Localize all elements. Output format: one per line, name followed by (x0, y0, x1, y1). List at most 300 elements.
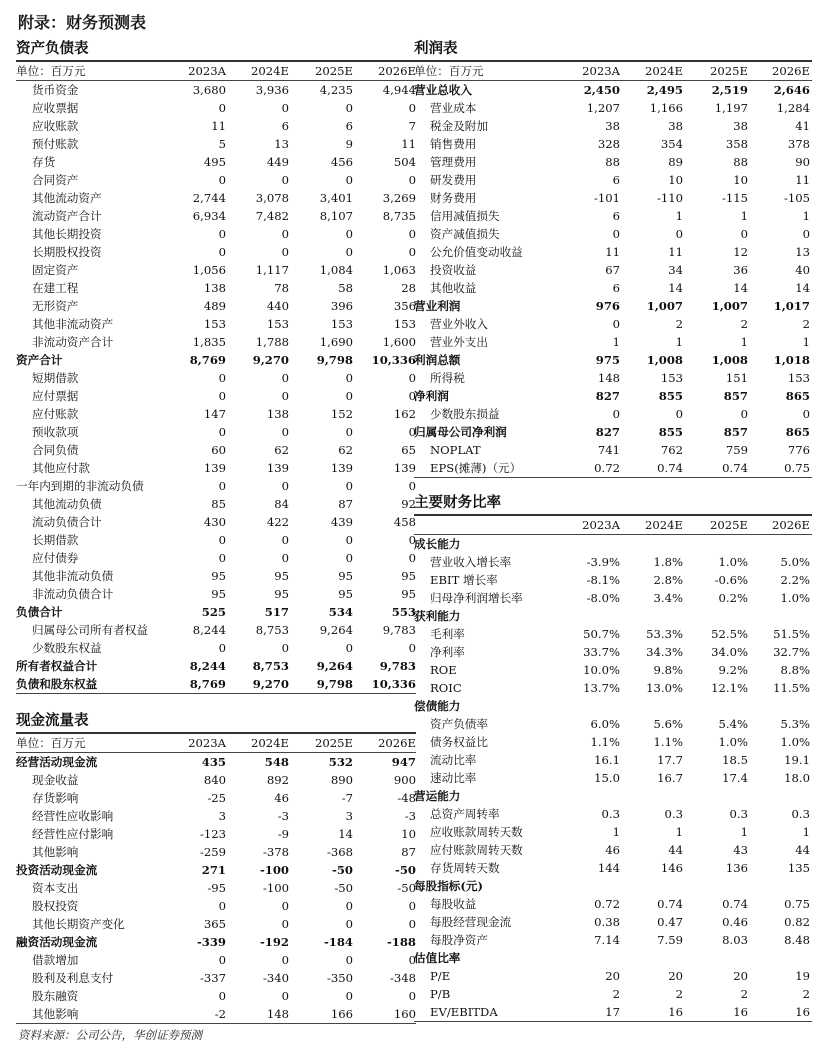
cash-flow-title: 现金流量表 (16, 710, 416, 734)
cell-value: 947 (391, 755, 416, 769)
cell-value: 9.2% (718, 663, 748, 677)
cell-value: 0 (345, 371, 353, 385)
cell-value: 19 (795, 969, 810, 983)
cell-value: 136 (725, 861, 748, 875)
cell-value: 8,769 (189, 677, 226, 691)
cell-value: 0 (345, 245, 353, 259)
cell-value: 495 (203, 155, 226, 169)
cell-value: 8.03 (722, 933, 748, 947)
row-label: 营业收入增长率 (430, 555, 512, 569)
cell-value: 422 (266, 515, 289, 529)
cell-value: 139 (266, 461, 289, 475)
table-row (16, 351, 416, 369)
cell-value: 0 (408, 479, 416, 493)
cell-value: -100 (259, 863, 289, 877)
table-row (16, 531, 416, 549)
cell-value: 0.38 (594, 915, 620, 929)
cell-value: 0.82 (784, 915, 810, 929)
table-row (16, 825, 416, 843)
cell-value: 8,753 (255, 623, 289, 637)
table-row (414, 171, 812, 189)
cell-value: 0 (281, 101, 289, 115)
section-row (414, 607, 812, 625)
cell-value (620, 535, 683, 553)
row-label: 营业外收入 (430, 317, 488, 331)
cell-value: 430 (203, 515, 226, 529)
cell-value: 365 (203, 917, 226, 931)
section-row (414, 535, 812, 553)
cell-value: 5.3% (780, 717, 810, 731)
cell-value: 776 (787, 443, 810, 457)
cell-value: 449 (266, 155, 289, 169)
cell-value: 0 (408, 533, 416, 547)
cell-value: 0 (345, 389, 353, 403)
cell-value: 166 (330, 1007, 353, 1021)
cell-value: 1 (675, 335, 683, 349)
cell-value: 18.5 (722, 753, 748, 767)
row-label: 速动比率 (430, 771, 477, 785)
table-row (414, 985, 812, 1003)
row-label: 营业外支出 (430, 335, 488, 349)
cell-value: 44 (795, 843, 810, 857)
cell-value: 13.0% (646, 681, 683, 695)
cell-value: 95 (211, 569, 226, 583)
table-row (16, 369, 416, 387)
cell-value: -123 (199, 827, 226, 841)
row-label: 应收账款周转天数 (430, 825, 523, 839)
cell-value: 153 (393, 317, 416, 331)
cell-value: 32.7% (773, 645, 810, 659)
cell-value: 9,783 (382, 623, 416, 637)
cell-value: 34 (668, 263, 683, 277)
cell-value: 92 (401, 497, 416, 511)
row-label: 营业利润 (414, 299, 461, 313)
income-statement-title: 利润表 (414, 38, 812, 62)
cell-value: 0 (408, 245, 416, 259)
row-label: 应付账款周转天数 (430, 843, 523, 857)
cell-value: 0 (408, 917, 416, 931)
cell-value: -339 (196, 935, 226, 949)
cell-value: 28 (401, 281, 416, 295)
year-header: 2024E (251, 64, 289, 78)
cell-value: 6.0% (590, 717, 620, 731)
cell-value: 95 (211, 587, 226, 601)
row-label: 经营活动现金流 (16, 755, 98, 769)
table-row (16, 405, 416, 423)
table-row (16, 987, 416, 1005)
income-statement-header (414, 62, 812, 81)
table-row (16, 639, 416, 657)
cell-value: 2 (802, 987, 810, 1001)
table-row (16, 171, 416, 189)
cell-value (562, 949, 620, 967)
cell-value: 0 (740, 227, 748, 241)
table-row (414, 315, 812, 333)
cell-value: 95 (401, 587, 416, 601)
cell-value: 7.59 (657, 933, 683, 947)
cell-value: 0 (408, 425, 416, 439)
table-row (16, 243, 416, 261)
table-row (414, 459, 812, 477)
cell-value: 857 (723, 425, 748, 439)
cell-value: 85 (211, 497, 226, 511)
cell-value: 9 (345, 137, 353, 151)
row-label: 融资活动现金流 (16, 935, 98, 949)
cell-value: 1 (675, 209, 683, 223)
row-label: 信用减值损失 (430, 209, 500, 223)
cell-value: 1,835 (192, 335, 226, 349)
cell-value: 138 (203, 281, 226, 295)
row-label: 归属母公司净利润 (414, 425, 507, 439)
cell-value: 0 (345, 641, 353, 655)
cell-value (683, 607, 748, 625)
table-row (16, 81, 416, 99)
cell-value: 0.72 (594, 461, 620, 475)
balance-sheet-body (16, 81, 416, 694)
cell-value: 0 (281, 953, 289, 967)
cell-value: 0 (218, 227, 226, 241)
cell-value: 88 (605, 155, 620, 169)
cell-value: 762 (660, 443, 683, 457)
cell-value: 67 (605, 263, 620, 277)
cell-value: 1.0% (780, 735, 810, 749)
cell-value: 16 (668, 1005, 683, 1019)
cell-value: 0 (281, 551, 289, 565)
cell-value: 34.0% (711, 645, 748, 659)
cell-value: 8.48 (784, 933, 810, 947)
row-label: 负债合计 (16, 605, 63, 619)
row-label: 流动比率 (430, 753, 477, 767)
table-row (414, 805, 812, 823)
cell-value: -3 (277, 809, 289, 823)
cell-value: 162 (393, 407, 416, 421)
cell-value: 1,017 (773, 299, 810, 313)
cell-value: 1.0% (718, 735, 748, 749)
row-label: EV/EBITDA (430, 1005, 498, 1019)
cell-value: 6 (281, 119, 289, 133)
cell-value: -48 (397, 791, 416, 805)
cell-value: 534 (328, 605, 353, 619)
table-row (414, 625, 812, 643)
row-label: 负债和股东权益 (16, 677, 98, 691)
cell-value: 2 (740, 317, 748, 331)
row-label: 固定资产 (32, 263, 79, 277)
cell-value: 3,401 (319, 191, 353, 205)
cell-value: 741 (597, 443, 620, 457)
cell-value: -100 (262, 881, 289, 895)
cell-value: 0 (612, 317, 620, 331)
cell-value: 6 (612, 281, 620, 295)
cell-value: 9.8% (653, 663, 683, 677)
row-label: 经营性应付影响 (32, 827, 114, 841)
cell-value: 19.1 (784, 753, 810, 767)
cell-value (748, 535, 810, 553)
cell-value: 0 (802, 227, 810, 241)
table-row (414, 679, 812, 697)
cell-value: 0 (408, 953, 416, 967)
row-label: 研发费用 (430, 173, 477, 187)
cell-value: 0.47 (657, 915, 683, 929)
table-row (414, 369, 812, 387)
table-row (414, 225, 812, 243)
row-label: 其他收益 (430, 281, 477, 295)
table-row (16, 789, 416, 807)
table-row (414, 967, 812, 985)
table-row (16, 915, 416, 933)
cell-value: -348 (389, 971, 416, 985)
row-label: 股利及利息支付 (32, 971, 114, 985)
cell-value: 20 (605, 969, 620, 983)
cell-value: 17.7 (657, 753, 683, 767)
cell-value: 1.0% (780, 591, 810, 605)
cell-value: 7 (408, 119, 416, 133)
cell-value: 0 (345, 533, 353, 547)
cell-value: 0 (281, 917, 289, 931)
cell-value: 139 (393, 461, 416, 475)
table-row (16, 99, 416, 117)
cell-value: 1 (740, 209, 748, 223)
table-row (16, 333, 416, 351)
cell-value: 0 (281, 425, 289, 439)
cell-value: 89 (668, 155, 683, 169)
table-row (16, 441, 416, 459)
cell-value: 18.0 (784, 771, 810, 785)
cell-value: 0.3 (664, 807, 683, 821)
cell-value (748, 949, 810, 967)
cell-value: -25 (207, 791, 226, 805)
balance-sheet-title: 资产负债表 (16, 38, 416, 62)
cell-value: 1,166 (649, 101, 683, 115)
cell-value: 139 (203, 461, 226, 475)
cell-value: -95 (207, 881, 226, 895)
cell-value: 1,600 (382, 335, 416, 349)
cash-flow-body (16, 753, 416, 1024)
row-label: EPS(摊薄)（元） (430, 461, 522, 475)
cell-value: 6 (612, 209, 620, 223)
cell-value: 33.7% (583, 645, 620, 659)
cell-value: 0.3 (601, 807, 620, 821)
cell-value: 2,744 (192, 191, 226, 205)
row-label: 其他影响 (32, 1007, 79, 1021)
table-row (16, 951, 416, 969)
table-row (16, 387, 416, 405)
row-label: 其他非流动资产 (32, 317, 114, 331)
row-label: 长期借款 (32, 533, 79, 547)
table-row (16, 807, 416, 825)
table-row (414, 823, 812, 841)
row-label: 预收款项 (32, 425, 79, 439)
ratios-header (414, 516, 812, 535)
cell-value: 2 (612, 987, 620, 1001)
row-label: 成长能力 (414, 537, 461, 551)
row-label: 非流动资产合计 (32, 335, 114, 349)
cell-value: -8.0% (586, 591, 620, 605)
cell-value: 354 (660, 137, 683, 151)
cell-value: 0.3 (791, 807, 810, 821)
cell-value: 15.0 (594, 771, 620, 785)
cell-value: 17 (605, 1005, 620, 1019)
cell-value: 0 (740, 407, 748, 421)
cell-value: 4,944 (382, 83, 416, 97)
table-row (414, 135, 812, 153)
cell-value: 456 (330, 155, 353, 169)
source-note: 资料来源：公司公告，华创证券预测 (18, 1028, 202, 1042)
cell-value: 0.75 (784, 897, 810, 911)
cell-value: -110 (656, 191, 683, 205)
cell-value: 1.1% (590, 735, 620, 749)
cell-value (620, 949, 683, 967)
cell-value: 151 (725, 371, 748, 385)
cell-value: 43 (733, 843, 748, 857)
table-row (414, 189, 812, 207)
ratios-panel (414, 492, 812, 1022)
cell-value: 0.74 (722, 461, 748, 475)
cell-value: 16 (795, 1005, 810, 1019)
row-label: 借款增加 (32, 953, 79, 967)
cell-value: 1.0% (718, 555, 748, 569)
cell-value: 6,934 (192, 209, 226, 223)
cell-value: 38 (733, 119, 748, 133)
ratios-title: 主要财务比率 (414, 492, 812, 516)
row-label: 估值比率 (414, 951, 461, 965)
cell-value: 1,788 (255, 335, 289, 349)
cash-flow-header (16, 734, 416, 753)
row-label: 资产合计 (16, 353, 63, 367)
table-row (16, 897, 416, 915)
cell-value (620, 697, 683, 715)
cell-value: 855 (658, 389, 683, 403)
row-label: 其他流动负债 (32, 497, 102, 511)
cell-value: 0 (612, 407, 620, 421)
cell-value: -378 (262, 845, 289, 859)
cell-value: 1 (612, 335, 620, 349)
cell-value: 153 (203, 317, 226, 331)
cell-value: 8.8% (780, 663, 810, 677)
table-row (16, 135, 416, 153)
table-row (414, 99, 812, 117)
cell-value: 44 (668, 843, 683, 857)
cell-value: 504 (393, 155, 416, 169)
table-row (414, 553, 812, 571)
cell-value: 1 (612, 825, 620, 839)
row-label: 净利率 (430, 645, 465, 659)
cell-value: 0.72 (594, 897, 620, 911)
cell-value: 8,107 (319, 209, 353, 223)
row-label: 存货周转天数 (430, 861, 500, 875)
cell-value: 0 (218, 989, 226, 1003)
cell-value: 0 (345, 101, 353, 115)
cell-value: 41 (795, 119, 810, 133)
cell-value: 1 (740, 335, 748, 349)
table-row (414, 841, 812, 859)
cell-value: 11 (401, 137, 416, 151)
cell-value: 9,264 (316, 659, 353, 673)
cell-value: 95 (274, 569, 289, 583)
cell-value: 0 (408, 371, 416, 385)
row-label: NOPLAT (430, 443, 481, 457)
table-row (414, 243, 812, 261)
row-label: 合同资产 (32, 173, 79, 187)
cell-value: 0 (675, 227, 683, 241)
cell-value: 88 (733, 155, 748, 169)
cell-value: -259 (199, 845, 226, 859)
cell-value: 0 (281, 227, 289, 241)
cell-value: -50 (395, 863, 416, 877)
row-label: 非流动负债合计 (32, 587, 114, 601)
cell-value: 1,197 (714, 101, 748, 115)
year-header: 2023A (582, 64, 620, 78)
table-row (16, 567, 416, 585)
year-header: 2025E (710, 518, 748, 532)
row-label: 在建工程 (32, 281, 79, 295)
table-row (16, 933, 416, 951)
cell-value: 8,769 (189, 353, 226, 367)
table-row (414, 1003, 812, 1021)
cell-value: 148 (597, 371, 620, 385)
row-label: 短期借款 (32, 371, 79, 385)
row-label: P/B (430, 987, 451, 1001)
row-label: 货币资金 (32, 83, 79, 97)
cell-value: 153 (787, 371, 810, 385)
cell-value: -101 (593, 191, 620, 205)
cell-value (683, 697, 748, 715)
cell-value: 46 (605, 843, 620, 857)
unit-label: 单位：百万元 (16, 736, 86, 750)
cell-value: 0 (281, 533, 289, 547)
cell-value (562, 697, 620, 715)
row-label: 其他长期资产变化 (32, 917, 125, 931)
table-row (414, 571, 812, 589)
row-label: 毛利率 (430, 627, 465, 641)
cell-value: 135 (787, 861, 810, 875)
row-label: 获利能力 (414, 609, 461, 623)
cell-value: -0.6% (714, 573, 748, 587)
cell-value: 3 (218, 809, 226, 823)
row-label: 每股净资产 (430, 933, 488, 947)
table-row (414, 643, 812, 661)
cell-value: 10 (668, 173, 683, 187)
cell-value: 144 (597, 861, 620, 875)
cell-value: 5.6% (653, 717, 683, 731)
cell-value: 3,936 (255, 83, 289, 97)
row-label: 合同负债 (32, 443, 79, 457)
table-row (16, 861, 416, 879)
cell-value: 0 (612, 227, 620, 241)
cell-value: -115 (721, 191, 748, 205)
cell-value: 146 (660, 861, 683, 875)
cell-value: 5.0% (780, 555, 810, 569)
cell-value: 1,063 (382, 263, 416, 277)
cell-value: 2 (802, 317, 810, 331)
row-label: 税金及附加 (430, 119, 488, 133)
income-statement-body (414, 81, 812, 478)
row-label: 利润总额 (414, 353, 461, 367)
row-label: 应付债券 (32, 551, 79, 565)
cell-value: 3.4% (653, 591, 683, 605)
cell-value: 10 (401, 827, 416, 841)
table-row (16, 459, 416, 477)
cell-value (562, 535, 620, 553)
cell-value: 865 (785, 389, 810, 403)
cell-value: 13 (795, 245, 810, 259)
table-row (16, 423, 416, 441)
year-header: 2023A (188, 736, 226, 750)
row-label: 流动资产合计 (32, 209, 102, 223)
table-row (16, 603, 416, 621)
cell-value: 7.14 (594, 933, 620, 947)
cell-value: 0 (408, 641, 416, 655)
cell-value: 9,798 (316, 353, 353, 367)
